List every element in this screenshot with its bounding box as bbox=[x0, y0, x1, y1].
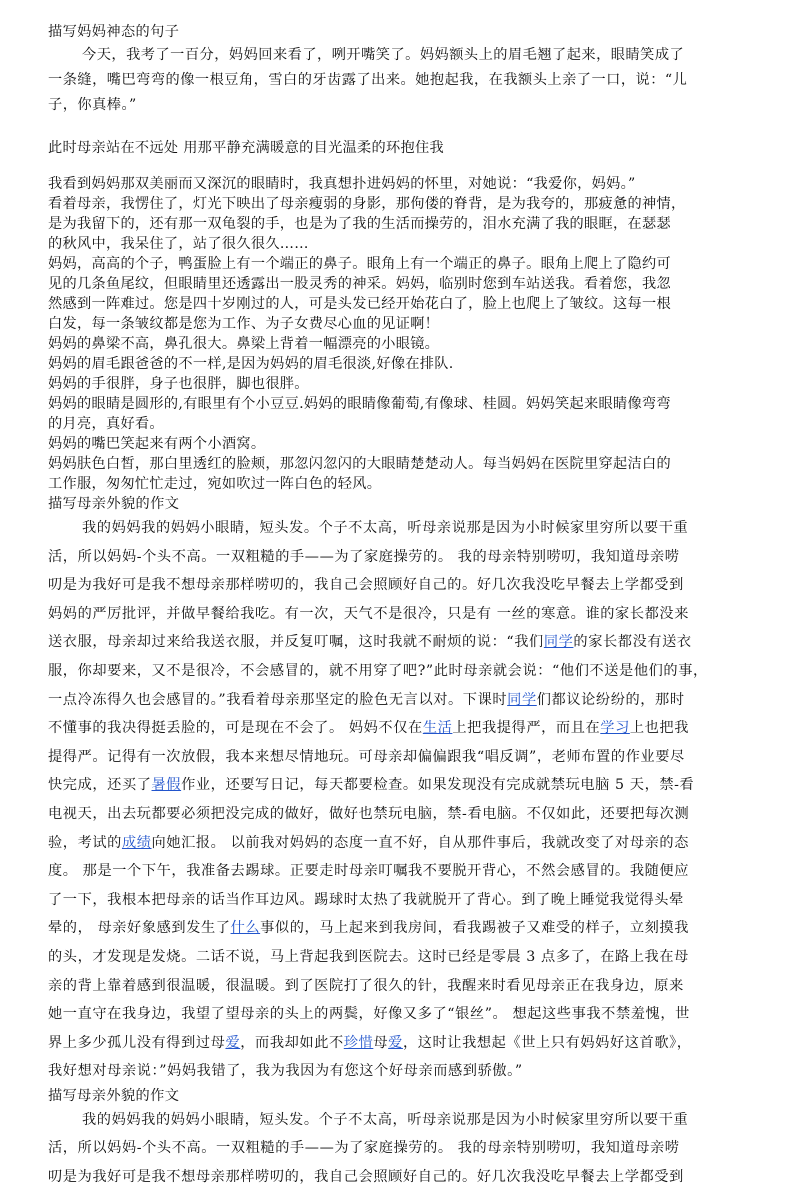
text-line: 我看到妈妈那双美丽而又深沉的眼睛时，我真想扑进妈妈的怀里，对她说：“我爱你，妈妈。” bbox=[48, 176, 636, 192]
essay-text: 我好想对母亲说：”妈妈我错了，我为我因为有您这个好母亲而感到骄傲。” bbox=[48, 1063, 523, 1080]
essay-text: 上把我提得严，而且在 bbox=[452, 720, 601, 737]
essay-text: 叨是为我好可是我不想母亲那样唠叨的，我自己会照顾好自己的。好几次我没吃早餐去上学都受到 bbox=[48, 577, 684, 594]
essay-line bbox=[48, 972, 760, 1001]
text-line: 白发，每一条皱纹都是您为工作、为子女费尽心血的见证啊！ bbox=[48, 316, 440, 332]
description-paragraph bbox=[48, 194, 760, 254]
keyword-link[interactable]: 暑假 bbox=[151, 777, 182, 794]
intro-line: 一条缝，嘴巴弯弯的像一根豆角，雪白的牙齿露了出来。她抱起我，在我额头上亲了一口，说：“儿 bbox=[48, 72, 688, 88]
text-line: 的秋风中，我呆住了，站了很久很久…… bbox=[48, 236, 309, 252]
essay-line bbox=[48, 571, 760, 600]
essay-line: 叨是为我好可是我不想母亲那样唠叨的，我自己会照顾好自己的。好几次我没吃早餐去上学都受到 bbox=[48, 1169, 684, 1186]
description-paragraph bbox=[48, 334, 760, 354]
text-line: 妈妈的眼睛是圆形的,有眼里有个小豆豆.妈妈的眼睛像葡萄,有像球、桂圆。妈妈笑起来眼睛像弯弯 bbox=[48, 396, 671, 412]
text-line: 见的几条鱼尾纹，但眼睛里还透露出一股灵秀的神采。妈妈，临别时您到车站送我。看着您，我忽 bbox=[48, 276, 671, 292]
essay-line bbox=[48, 829, 760, 858]
essay-text: 服，你却要来，又不是很冷，不会感冒的，就不用穿了吧?”此时母亲就会说：“他们不送是他们的事， bbox=[48, 662, 708, 679]
essay-text: 电视天，出去玩都要必须把没完成的做好，做好也禁玩电脑，禁-看电脑。不仅如此，还要把每次测 bbox=[48, 805, 690, 822]
essay-line bbox=[48, 943, 760, 972]
essay-text: 快完成，还买了 bbox=[48, 777, 152, 794]
essay-text: 活，所以妈妈-个头不高。一双粗糙的手——为了家庭操劳的。 我的母亲特别唠叨，我知道母亲唠 bbox=[48, 548, 680, 565]
essay-text: ，这时让我想起《世上只有妈妈好这首歌》， bbox=[402, 1034, 692, 1051]
essay-text: 作业，还要写日记，每天都要检查。如果发现没有完成就禁玩电脑 5 天，禁-看 bbox=[181, 777, 695, 794]
essay-line bbox=[48, 800, 760, 829]
essay-text: 送衣服，母亲却过来给我送衣服，并反复叮嘱，这时我就不耐烦的说：“我们 bbox=[48, 634, 544, 651]
text-line: 妈妈的手很胖，身子也很胖，脚也很胖。 bbox=[48, 376, 309, 392]
section-heading-appearance-repeat: 描写母亲外貌的作文 bbox=[48, 1087, 180, 1104]
essay-text: 她一直守在我身边，我望了望母亲的头上的两鬓，好像又多了“银丝”。 想起这些事我不禁羞愧，世 bbox=[48, 1006, 690, 1023]
keyword-link[interactable]: 学习 bbox=[600, 720, 630, 737]
essay-line bbox=[48, 914, 760, 943]
essay-line bbox=[48, 628, 760, 657]
essay-line bbox=[48, 543, 760, 572]
text-line: 妈妈，高高的个子，鸭蛋脸上有一个端正的鼻子。眼角上有一个端正的鼻子。眼角上爬上了隐约可 bbox=[48, 256, 671, 272]
intro-line: 今天，我考了一百分，妈妈回来看了，咧开嘴笑了。妈妈额头上的眉毛翘了起来，眼睛笑成了 bbox=[82, 47, 685, 63]
essay-line bbox=[48, 771, 760, 800]
text-line: 妈妈的嘴巴笑起来有两个小酒窝。 bbox=[48, 436, 266, 452]
essay-line bbox=[48, 857, 760, 886]
essay-body bbox=[48, 514, 760, 1086]
essay-line bbox=[48, 1000, 760, 1029]
essay-line: 我的妈妈我的妈妈小眼睛，短头发。个子不太高，听母亲说那是因为小时候家里穷所以要干重 bbox=[82, 1111, 689, 1128]
keyword-link[interactable]: 同学 bbox=[507, 691, 537, 708]
essay-line bbox=[48, 514, 760, 543]
essay-body-repeat bbox=[48, 1106, 760, 1192]
essay-line bbox=[48, 743, 760, 772]
essay-text: 不懂事的我决得挺丢脸的，可是现在不会了。 妈妈不仅在 bbox=[48, 720, 423, 737]
essay-line bbox=[48, 1029, 760, 1058]
description-paragraph bbox=[48, 354, 760, 374]
essay-text: ，而我却如此不 bbox=[240, 1034, 344, 1051]
essay-text: 母 bbox=[373, 1034, 389, 1051]
essay-text: 上也把我 bbox=[629, 720, 690, 737]
section-heading-appearance: 描写母亲外貌的作文 bbox=[48, 496, 180, 512]
section-heading-expression: 描写妈妈神态的句子 bbox=[48, 24, 180, 40]
intro-paragraph bbox=[48, 43, 760, 118]
text-line: 妈妈的眉毛跟爸爸的不一样,是因为妈妈的眉毛很淡,好像在排队. bbox=[48, 356, 454, 372]
essay-text: 的头，才发现是发烧。二话不说，马上背起我到医院去。这时已经是零晨 3 点多了，在路上我在母 bbox=[48, 948, 689, 965]
text-line: 然感到一阵难过。您是四十岁刚过的人，可是头发已经开始花白了，脸上也爬上了皱纹。这每一根 bbox=[48, 296, 671, 312]
keyword-link[interactable]: 爱 bbox=[388, 1034, 403, 1051]
essay-line bbox=[48, 714, 760, 743]
description-paragraph bbox=[48, 254, 760, 334]
text-line: 是为我留下的，还有那一双龟裂的手，也是为了我的生活而操劳的，泪水充满了我的眼眶，在瑟瑟 bbox=[48, 216, 671, 232]
text-line: 工作服，匆匆忙忙走过，宛如吹过一阵白色的轻风。 bbox=[48, 476, 382, 492]
description-paragraph bbox=[48, 374, 760, 394]
essay-text: 事似的，马上起来到我房间，看我踢被子又难受的样子，立刻摸我 bbox=[260, 920, 689, 937]
keyword-link[interactable]: 什么 bbox=[230, 920, 261, 937]
essay-text: 的家长都没有送衣 bbox=[573, 634, 692, 651]
essay-text: 了一下，我根本把母亲的话当作耳边风。踢球时太热了我就脱开了背心。到了晚上睡觉我觉得头晕 bbox=[48, 891, 684, 908]
keyword-link[interactable]: 同学 bbox=[543, 634, 574, 651]
essay-text: 度。 那是一个下午，我准备去踢球。正要走时母亲叮嘱我不要脱开背心，不然会感冒的。我随便应 bbox=[48, 863, 689, 880]
document-page bbox=[48, 0, 760, 1192]
essay-line bbox=[48, 657, 760, 686]
essay-line bbox=[48, 600, 760, 629]
essay-text: 验，考试的 bbox=[48, 834, 122, 851]
description-paragraph bbox=[48, 434, 760, 454]
keyword-link[interactable]: 生活 bbox=[422, 720, 453, 737]
text-line: 的月亮，真好看。 bbox=[48, 416, 164, 432]
essay-text: 亲的背上靠着感到很温暖，很温暖。到了医院打了很久的针，我醒来时看见母亲正在我身边，原来 bbox=[48, 977, 684, 994]
keyword-link[interactable]: 珍惜 bbox=[343, 1034, 374, 1051]
subtitle-line: 此时母亲站在不远处 用那平静充满暖意的目光温柔的环抱住我 bbox=[48, 140, 444, 156]
description-paragraphs bbox=[48, 174, 760, 494]
text-line: 看着母亲，我愣住了，灯光下映出了母亲瘦弱的身影，那佝偻的脊背，是为我夸的，那疲惫的神情， bbox=[48, 196, 686, 212]
intro-line: 子，你真棒。” bbox=[48, 97, 137, 113]
essay-line: 活，所以妈妈-个头不高。一双粗糙的手——为了家庭操劳的。 我的母亲特别唠叨，我知道母亲唠 bbox=[48, 1140, 680, 1157]
essay-line bbox=[48, 686, 760, 715]
essay-text: 我的妈妈我的妈妈小眼睛，短头发。个子不太高，听母亲说那是因为小时候家里穷所以要干重 bbox=[82, 520, 689, 536]
text-line: 妈妈肤色白皙，那白里透红的脸颊，那忽闪忽闪的大眼睛楚楚动人。每当妈妈在医院里穿起洁白的 bbox=[48, 456, 671, 472]
keyword-link[interactable]: 爱 bbox=[225, 1034, 241, 1051]
essay-line bbox=[48, 1057, 760, 1086]
essay-text: 一点冷冻得久也会感冒的。”我看着母亲那坚定的脸色无言以对。下课时 bbox=[48, 691, 508, 708]
essay-text: 晕的， 母亲好象感到发生了 bbox=[48, 920, 231, 937]
keyword-link[interactable]: 成绩 bbox=[121, 834, 152, 851]
essay-text: 界上多少孤儿没有得到过母 bbox=[48, 1034, 226, 1051]
description-paragraph bbox=[48, 394, 760, 434]
essay-text: 们都议论纷纷的，那时 bbox=[536, 691, 685, 708]
essay-line bbox=[48, 886, 760, 915]
description-paragraph bbox=[48, 174, 760, 194]
description-paragraph bbox=[48, 454, 760, 494]
text-line: 妈妈的鼻梁不高，鼻孔很大。鼻梁上背着一幅漂亮的小眼镜。 bbox=[48, 336, 440, 352]
essay-text: 妈妈的严厉批评，并做早餐给我吃。有一次，天气不是很冷，只是有 一丝的寒意。谁的家长都没来 bbox=[48, 605, 689, 622]
essay-text: 提得严。记得有一次放假，我本来想尽情地玩。可母亲却偏偏跟我“唱反调”，老师布置的作业要尽 bbox=[48, 748, 685, 765]
essay-text: 向她汇报。 以前我对妈妈的态度一直不好，自从那件事后，我就改变了对母亲的态 bbox=[151, 834, 689, 851]
